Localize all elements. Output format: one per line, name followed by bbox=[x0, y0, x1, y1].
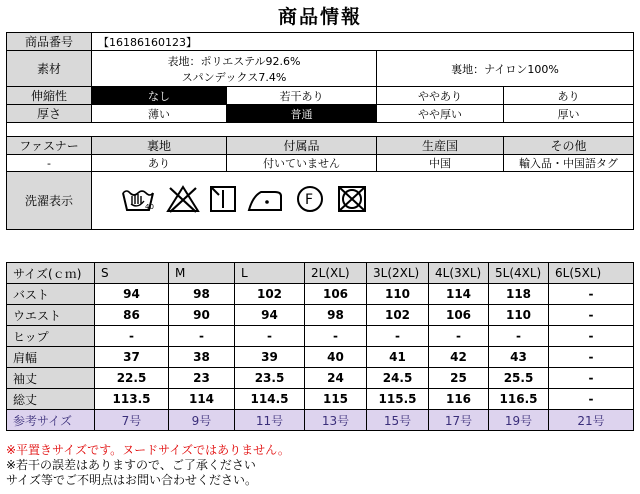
no-tumble-dry-icon bbox=[336, 184, 368, 217]
cell: 25 bbox=[429, 368, 489, 389]
reference-size-row bbox=[7, 410, 634, 431]
material-outer-line2: スパンデックス7.4% bbox=[181, 70, 287, 84]
product-code-label: 商品番号 bbox=[7, 33, 92, 51]
zipper-label: ファスナー bbox=[7, 137, 92, 155]
cell: - bbox=[549, 284, 634, 305]
note-error-margin: ※若干の誤差はありますので、ご了承ください bbox=[6, 458, 256, 472]
cell: 114.5 bbox=[235, 389, 305, 410]
cell: 102 bbox=[235, 284, 305, 305]
note-contact: サイズ等でご不明点はお問い合わせください。 bbox=[6, 473, 258, 487]
row-label-waist: ウエスト bbox=[7, 305, 95, 326]
cell: 40 bbox=[305, 347, 367, 368]
other-header: その他 bbox=[504, 137, 634, 155]
cell: 22.5 bbox=[95, 368, 169, 389]
accessories-value: 付いていません bbox=[227, 155, 377, 172]
cell: 115 bbox=[305, 389, 367, 410]
stretch-option-yes: あり bbox=[504, 87, 634, 105]
thickness-option-thick: 厚い bbox=[504, 105, 634, 123]
cell: 42 bbox=[429, 347, 489, 368]
other-value: 輸入品・中国語タグ bbox=[504, 155, 634, 172]
size-col-5l: 5L(4XL) bbox=[489, 263, 549, 284]
cell: 23 bbox=[169, 368, 235, 389]
cell: 21号 bbox=[549, 410, 634, 431]
table-row bbox=[7, 326, 634, 347]
hand-wash-40-icon bbox=[120, 184, 156, 217]
cell: 114 bbox=[169, 389, 235, 410]
wash-icons bbox=[92, 172, 634, 230]
table-row bbox=[7, 347, 634, 368]
product-info-table bbox=[6, 32, 634, 230]
material-lining: 裏地：ナイロン100% bbox=[377, 51, 634, 87]
cell: - bbox=[95, 326, 169, 347]
cell: - bbox=[549, 305, 634, 326]
cell: 9号 bbox=[169, 410, 235, 431]
cell: - bbox=[169, 326, 235, 347]
cell: - bbox=[549, 347, 634, 368]
cell: 106 bbox=[305, 284, 367, 305]
size-header-row bbox=[7, 263, 634, 284]
cell: 17号 bbox=[429, 410, 489, 431]
line-dry-icon bbox=[209, 184, 237, 217]
row-label-length: 総丈 bbox=[7, 389, 95, 410]
cell: 24.5 bbox=[367, 368, 429, 389]
cell: - bbox=[367, 326, 429, 347]
cell: 41 bbox=[367, 347, 429, 368]
cell: 43 bbox=[489, 347, 549, 368]
row-label-bust: バスト bbox=[7, 284, 95, 305]
material-outer bbox=[92, 51, 377, 87]
table-row bbox=[7, 389, 634, 410]
cell: 94 bbox=[235, 305, 305, 326]
cell: - bbox=[429, 326, 489, 347]
cell: 102 bbox=[367, 305, 429, 326]
size-col-m: M bbox=[169, 263, 235, 284]
cell: - bbox=[305, 326, 367, 347]
size-col-6l: 6L(5XL) bbox=[549, 263, 634, 284]
cell: 86 bbox=[95, 305, 169, 326]
accessories-header: 付属品 bbox=[227, 137, 377, 155]
cell: 90 bbox=[169, 305, 235, 326]
cell: 11号 bbox=[235, 410, 305, 431]
cell: 23.5 bbox=[235, 368, 305, 389]
wash-label: 洗濯表示 bbox=[7, 172, 92, 230]
zipper-value: - bbox=[7, 155, 92, 172]
cell: 115.5 bbox=[367, 389, 429, 410]
cell: 38 bbox=[169, 347, 235, 368]
stretch-option-some: ややあり bbox=[377, 87, 504, 105]
cell: 7号 bbox=[95, 410, 169, 431]
table-row bbox=[7, 305, 634, 326]
cell: 98 bbox=[169, 284, 235, 305]
page-title: 商品情報 bbox=[277, 6, 362, 28]
cell: 110 bbox=[367, 284, 429, 305]
origin-value: 中国 bbox=[377, 155, 504, 172]
cell: - bbox=[549, 389, 634, 410]
no-bleach-icon bbox=[166, 184, 200, 217]
cell: 37 bbox=[95, 347, 169, 368]
iron-low-icon bbox=[247, 184, 285, 217]
cell: 39 bbox=[235, 347, 305, 368]
cell: 19号 bbox=[489, 410, 549, 431]
size-col-4l: 4L(3XL) bbox=[429, 263, 489, 284]
material-label: 素材 bbox=[7, 51, 92, 87]
cell: 113.5 bbox=[95, 389, 169, 410]
thickness-option-normal: 普通 bbox=[227, 105, 377, 123]
ref-size-label: 参考サイズ bbox=[7, 410, 95, 431]
note-flat-measure: ※平置きサイズです。ヌードサイズではありません。 bbox=[6, 443, 290, 457]
stretch-label: 伸縮性 bbox=[7, 87, 92, 105]
size-col-s: S bbox=[95, 263, 169, 284]
stretch-option-slight: 若干あり bbox=[227, 87, 377, 105]
cell: 116.5 bbox=[489, 389, 549, 410]
cell: 94 bbox=[95, 284, 169, 305]
cell: 25.5 bbox=[489, 368, 549, 389]
stretch-option-none: なし bbox=[92, 87, 227, 105]
row-label-hip: ヒップ bbox=[7, 326, 95, 347]
thickness-label: 厚さ bbox=[7, 105, 92, 123]
cell: 114 bbox=[429, 284, 489, 305]
cell: 110 bbox=[489, 305, 549, 326]
dry-clean-f-icon bbox=[294, 184, 326, 217]
cell: 116 bbox=[429, 389, 489, 410]
origin-header: 生産国 bbox=[377, 137, 504, 155]
svg-text:F: F bbox=[305, 192, 314, 208]
thickness-option-thin: 薄い bbox=[92, 105, 227, 123]
size-col-2l: 2L(XL) bbox=[305, 263, 367, 284]
table-row bbox=[7, 368, 634, 389]
size-table bbox=[6, 262, 634, 431]
svg-text:40: 40 bbox=[145, 203, 154, 211]
product-code-value: 【16186160123】 bbox=[92, 33, 634, 51]
cell: 106 bbox=[429, 305, 489, 326]
size-col-l: L bbox=[235, 263, 305, 284]
cell: - bbox=[489, 326, 549, 347]
spacer-row bbox=[7, 123, 634, 137]
size-header-label: サイズ(ｃｍ) bbox=[7, 263, 95, 284]
lining-value: あり bbox=[92, 155, 227, 172]
cell: 13号 bbox=[305, 410, 367, 431]
cell: 118 bbox=[489, 284, 549, 305]
thickness-option-somewhat-thick: やや厚い bbox=[377, 105, 504, 123]
cell: 15号 bbox=[367, 410, 429, 431]
row-label-shoulder: 肩幅 bbox=[7, 347, 95, 368]
cell: 24 bbox=[305, 368, 367, 389]
lining-header: 裏地 bbox=[92, 137, 227, 155]
cell: - bbox=[549, 326, 634, 347]
row-label-sleeve: 袖丈 bbox=[7, 368, 95, 389]
cell: - bbox=[235, 326, 305, 347]
material-outer-line1: 表地：ポリエステル92.6% bbox=[167, 54, 301, 68]
table-row bbox=[7, 284, 634, 305]
cell: - bbox=[549, 368, 634, 389]
cell: 98 bbox=[305, 305, 367, 326]
size-col-3l: 3L(2XL) bbox=[367, 263, 429, 284]
notes bbox=[6, 443, 290, 488]
